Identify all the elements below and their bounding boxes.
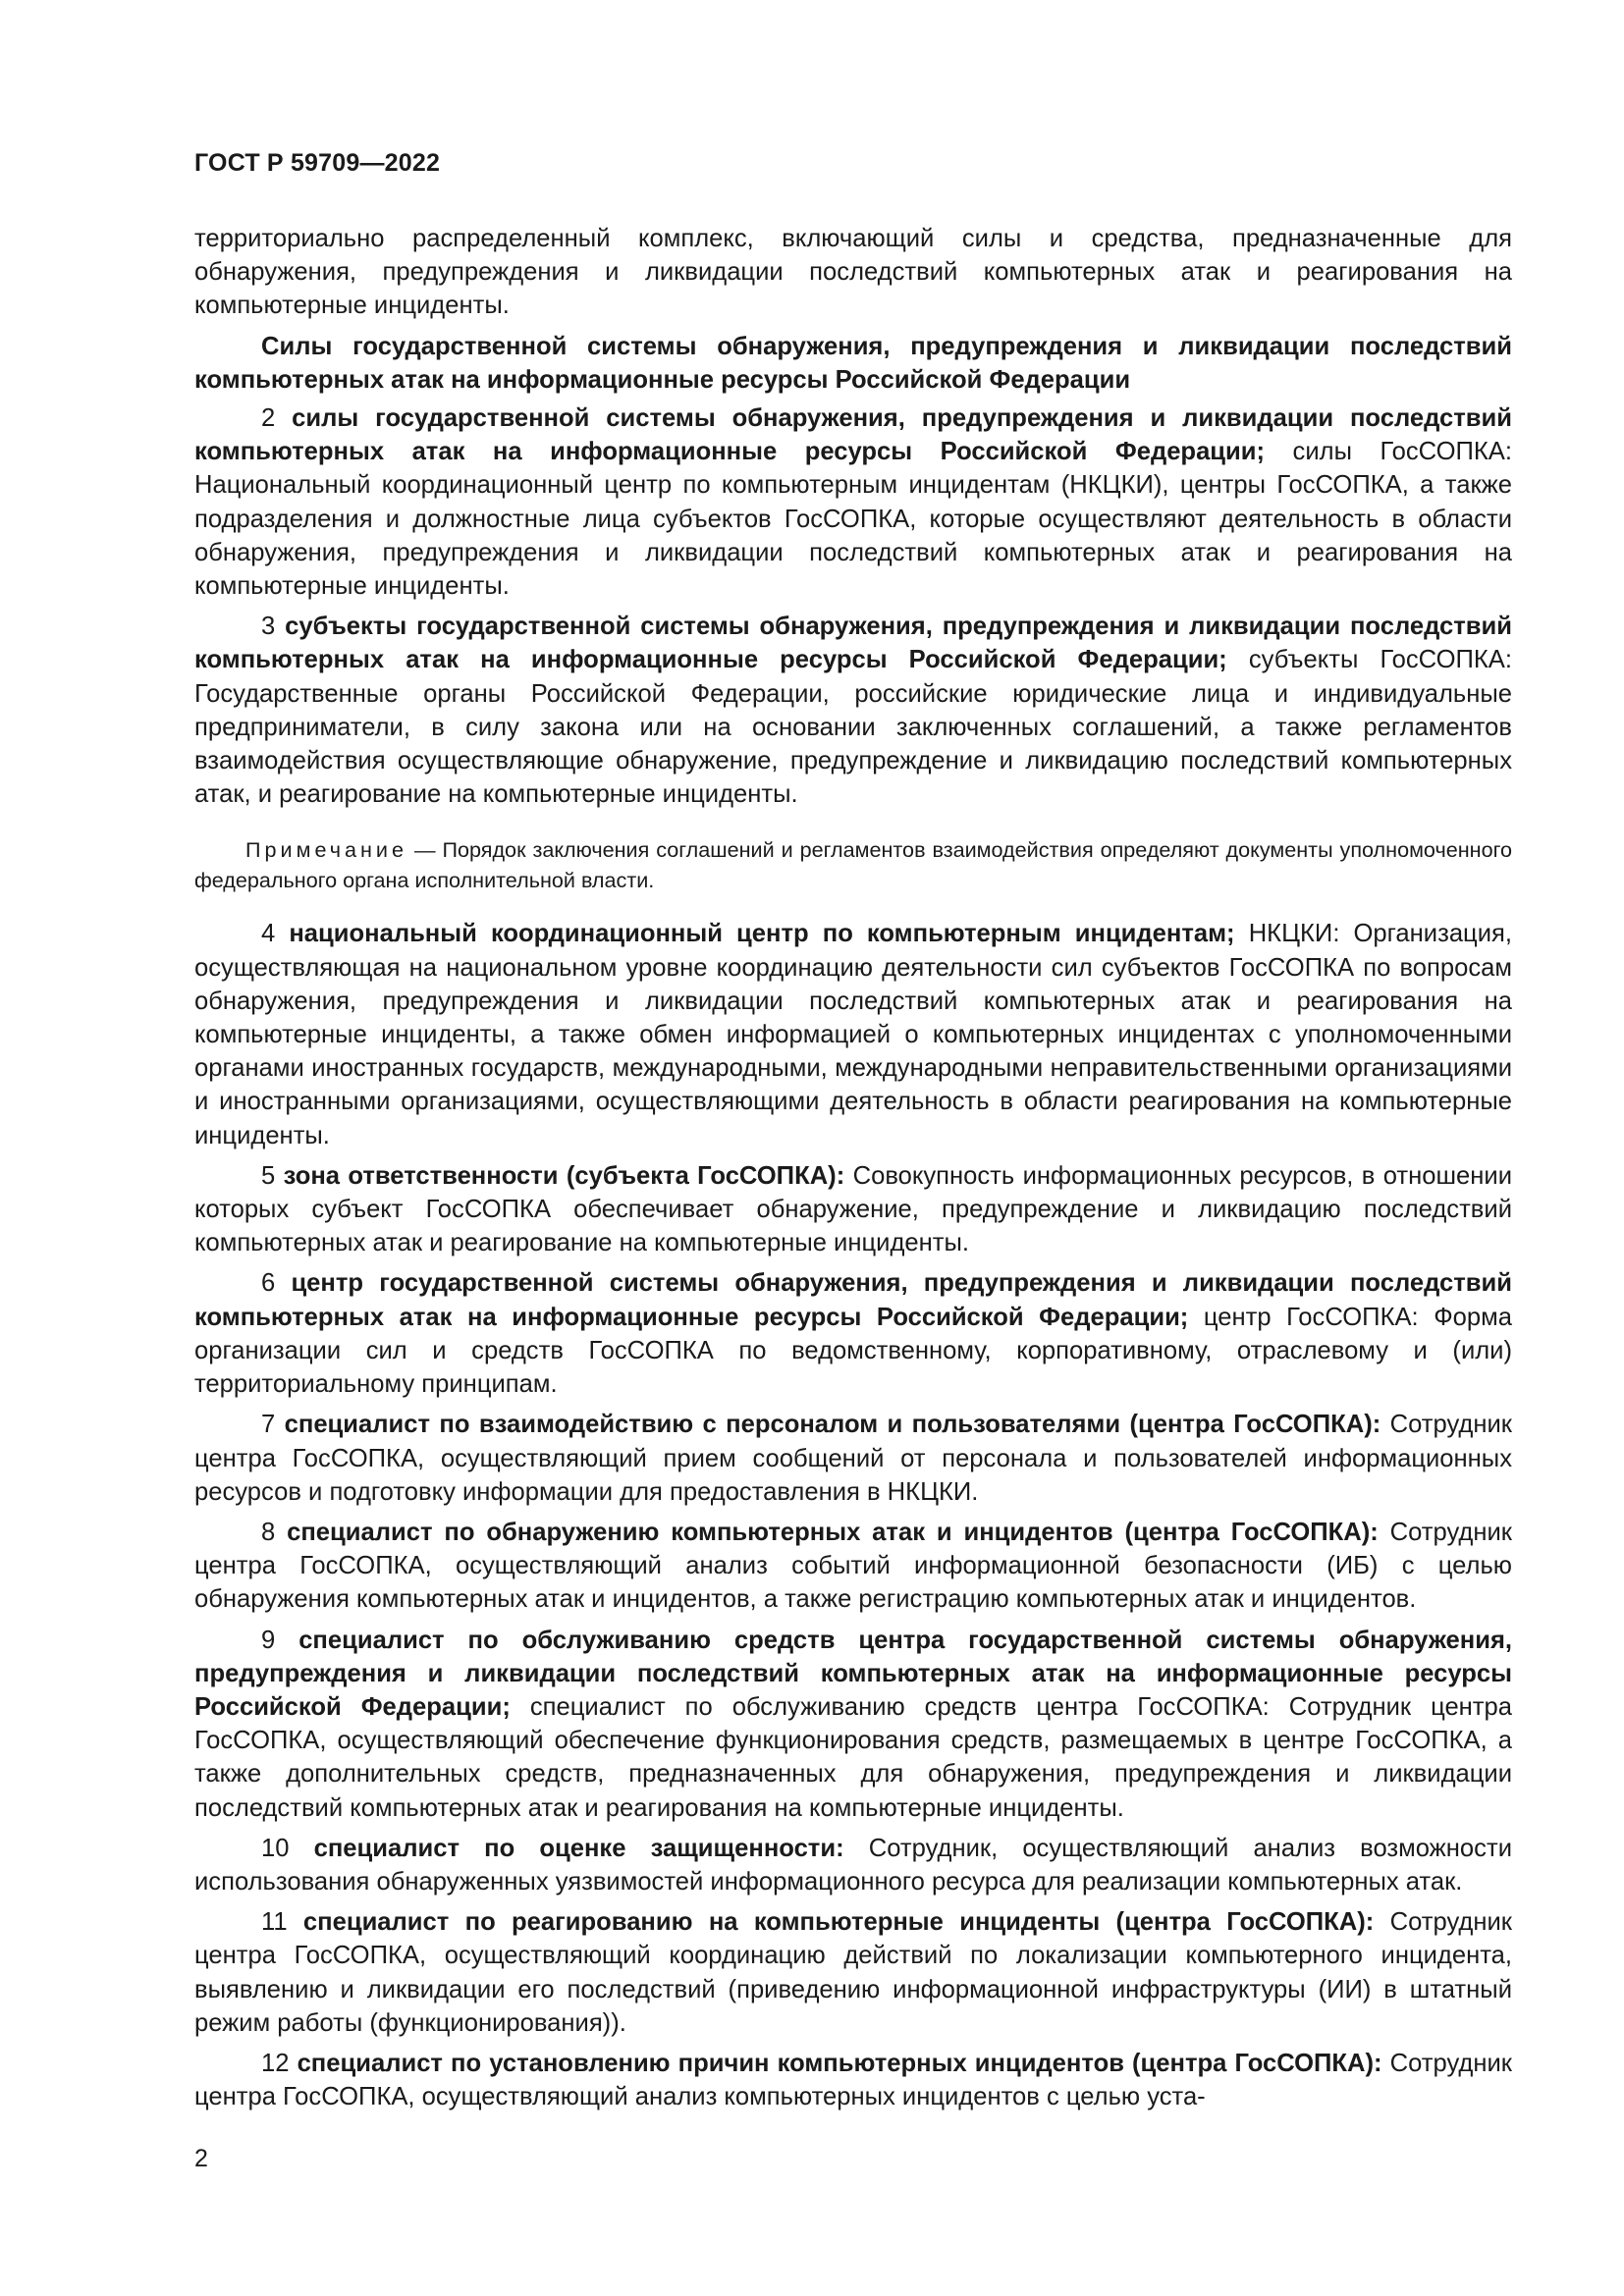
term-definition: Сотрудник центра ГосСОПКА, осуществляющий анализ компьютерных инцидентов с целью уста- xyxy=(194,2049,1512,2111)
term-number: 6 xyxy=(261,1269,276,1298)
standard-designation: ГОСТ Р 59709—2022 xyxy=(194,149,441,177)
term-entry-5 xyxy=(194,1159,1512,1260)
term-title: зона ответственности (субъекта ГосСОПКА): xyxy=(283,1161,845,1190)
term-title: национальный координационный центр по компьютерным инцидентам; xyxy=(289,920,1235,948)
term-title: специалист по взаимодействию с персоналом и пользователями (центра ГосСОПКА): xyxy=(284,1411,1381,1439)
term-definition: специалист по обслуживанию средств центра ГосСОПКА: Сотрудник центра ГосСОПКА, осуществляющий обеспечение функционирования средств, размещаемых в центре ГосСОПКА, а также дополнительных средств, предназначенных для обнаружения, предупреждения и ликвидации последствий компьютерных атак и реагирования на компьютерные инциденты. xyxy=(194,1692,1512,1822)
term-title: специалист по установлению причин компьютерных инцидентов (центра ГосСОПКА): xyxy=(297,2049,1382,2077)
term-title: центр государственной системы обнаружения, предупреждения и ликвидации последствий компьютерных атак на информационные ресурсы Российской Федерации; xyxy=(194,1269,1512,1331)
term-definition: Сотрудник, осуществляющий анализ возможности использования обнаруженных уязвимостей информационного ресурса для реализации компьютерных атак. xyxy=(194,1834,1512,1896)
term-title: специалист по обслуживанию средств центра государственной системы обнаружения, предупреждения и ликвидации последствий компьютерных атак на информационные ресурсы Российской Федерации; xyxy=(194,1626,1512,1721)
term-entry-7 xyxy=(194,1408,1512,1509)
term-definition: Сотрудник центра ГосСОПКА, осуществляющий координацию действий по локализации компьютерного инцидента, выявлению и ликвидации его последствий (приведению информационной инфраструктуры (ИИ) в штатный режим работы (функционирования)). xyxy=(194,1908,1512,2037)
term-number: 4 xyxy=(261,920,276,948)
term-number: 12 xyxy=(261,2049,290,2077)
term-entry-9 xyxy=(194,1624,1512,1825)
term-number: 2 xyxy=(261,404,276,433)
term-definition: Совокупность информационных ресурсов, в отношении которых субъект ГосСОПКА обеспечивает обнаружение, предупреждение и ликвидацию последствий компьютерных атак и реагирование на компьютерные инциденты. xyxy=(194,1161,1512,1257)
term-title: специалист по оценке защищенности: xyxy=(313,1834,844,1862)
term-number: 10 xyxy=(261,1834,290,1862)
term-entry-8 xyxy=(194,1516,1512,1617)
term-entry-11 xyxy=(194,1905,1512,2040)
page-number: 2 xyxy=(194,2145,208,2172)
term-definition: Сотрудник центра ГосСОПКА, осуществляющий прием сообщений от персонала и пользователей информационных ресурсов и подготовку информации для предоставления в НКЦКИ. xyxy=(194,1411,1512,1506)
term-number: 8 xyxy=(261,1518,276,1546)
term-title: субъекты государственной системы обнаружения, предупреждения и ликвидации последствий компьютерных атак на информационные ресурсы Российской Федерации; xyxy=(194,613,1512,674)
term-definition: силы ГосСОПКА: Национальный координационный центр по компьютерным инцидентам (НКЦКИ), центры ГосСОПКА, а также подразделения и должностные лица субъектов ГосСОПКА, которые осуществляют деятельность в области обнаружения, предупреждения и ликвидации последствий компьютерных атак и реагирования на компьютерные инциденты. xyxy=(194,438,1512,601)
note-text: — Порядок заключения соглашений и регламентов взаимодействия определяют документы уполномоченного федерального органа исполнительной власти. xyxy=(194,837,1512,893)
intro-continuation: территориально распределенный комплекс, включающий силы и средства, предназначенные для обнаружения, предупреждения и ликвидации последствий компьютерных атак и реагирования на компьютерные инциденты. xyxy=(194,225,1512,320)
term-title: специалист по реагированию на компьютерные инциденты (центра ГосСОПКА): xyxy=(302,1908,1375,1937)
note xyxy=(194,834,1512,895)
term-definition: центр ГосСОПКА: Форма организации сил и средств ГосСОПКА по ведомственному, корпоративному, отраслевому и (или) территориальному принципам. xyxy=(194,1303,1512,1399)
section-heading: Силы государственной системы обнаружения, предупреждения и ликвидации последствий компьютерных атак на информационные ресурсы Российской Федерации xyxy=(194,332,1512,394)
term-number: 3 xyxy=(261,613,276,641)
term-number: 7 xyxy=(261,1411,276,1439)
term-entry-6 xyxy=(194,1266,1512,1401)
term-entry-12 xyxy=(194,2047,1512,2113)
term-title: специалист по обнаружению компьютерных атак и инцидентов (центра ГосСОПКА): xyxy=(287,1518,1379,1546)
document-body xyxy=(194,222,1512,2120)
term-number: 9 xyxy=(261,1626,276,1654)
term-entry-3 xyxy=(194,610,1512,811)
term-number: 11 xyxy=(261,1908,288,1937)
term-definition: субъекты ГосСОПКА: Государственные органы Российской Федерации, российские юридические лица и индивидуальные предприниматели, в силу закона или на основании заключенных соглашений, а также регламентов взаимодействия осуществляющие обнаружение, предупреждение и ликвидацию последствий компьютерных атак, и реагирование на компьютерные инциденты. xyxy=(194,646,1512,809)
note-label: Примечание xyxy=(245,837,407,863)
term-entry-10 xyxy=(194,1832,1512,1898)
term-definition: НКЦКИ: Организация, осуществляющая на национальном уровне координацию деятельности сил субъектов ГосСОПКА по вопросам обнаружения, предупреждения и ликвидации последствий компьютерных атак и реагирования на компьютерные инциденты, а также обмен информацией о компьютерных инцидентах с уполномоченными органами иностранных государств, международными, международными неправительственными организациями и иностранными организациями, осуществляющими деятельность в области реагирования на компьютерные инциденты. xyxy=(194,920,1512,1149)
term-title: силы государственной системы обнаружения, предупреждения и ликвидации последствий компьютерных атак на информационные ресурсы Российской Федерации; xyxy=(194,404,1512,466)
term-entry-4 xyxy=(194,917,1512,1151)
term-definition: Сотрудник центра ГосСОПКА, осуществляющий анализ событий информационной безопасности (ИБ) с целью обнаружения компьютерных атак и инцидентов, а также регистрацию компьютерных атак и инцидентов. xyxy=(194,1518,1512,1614)
term-entry-2 xyxy=(194,401,1512,603)
term-number: 5 xyxy=(261,1161,276,1190)
